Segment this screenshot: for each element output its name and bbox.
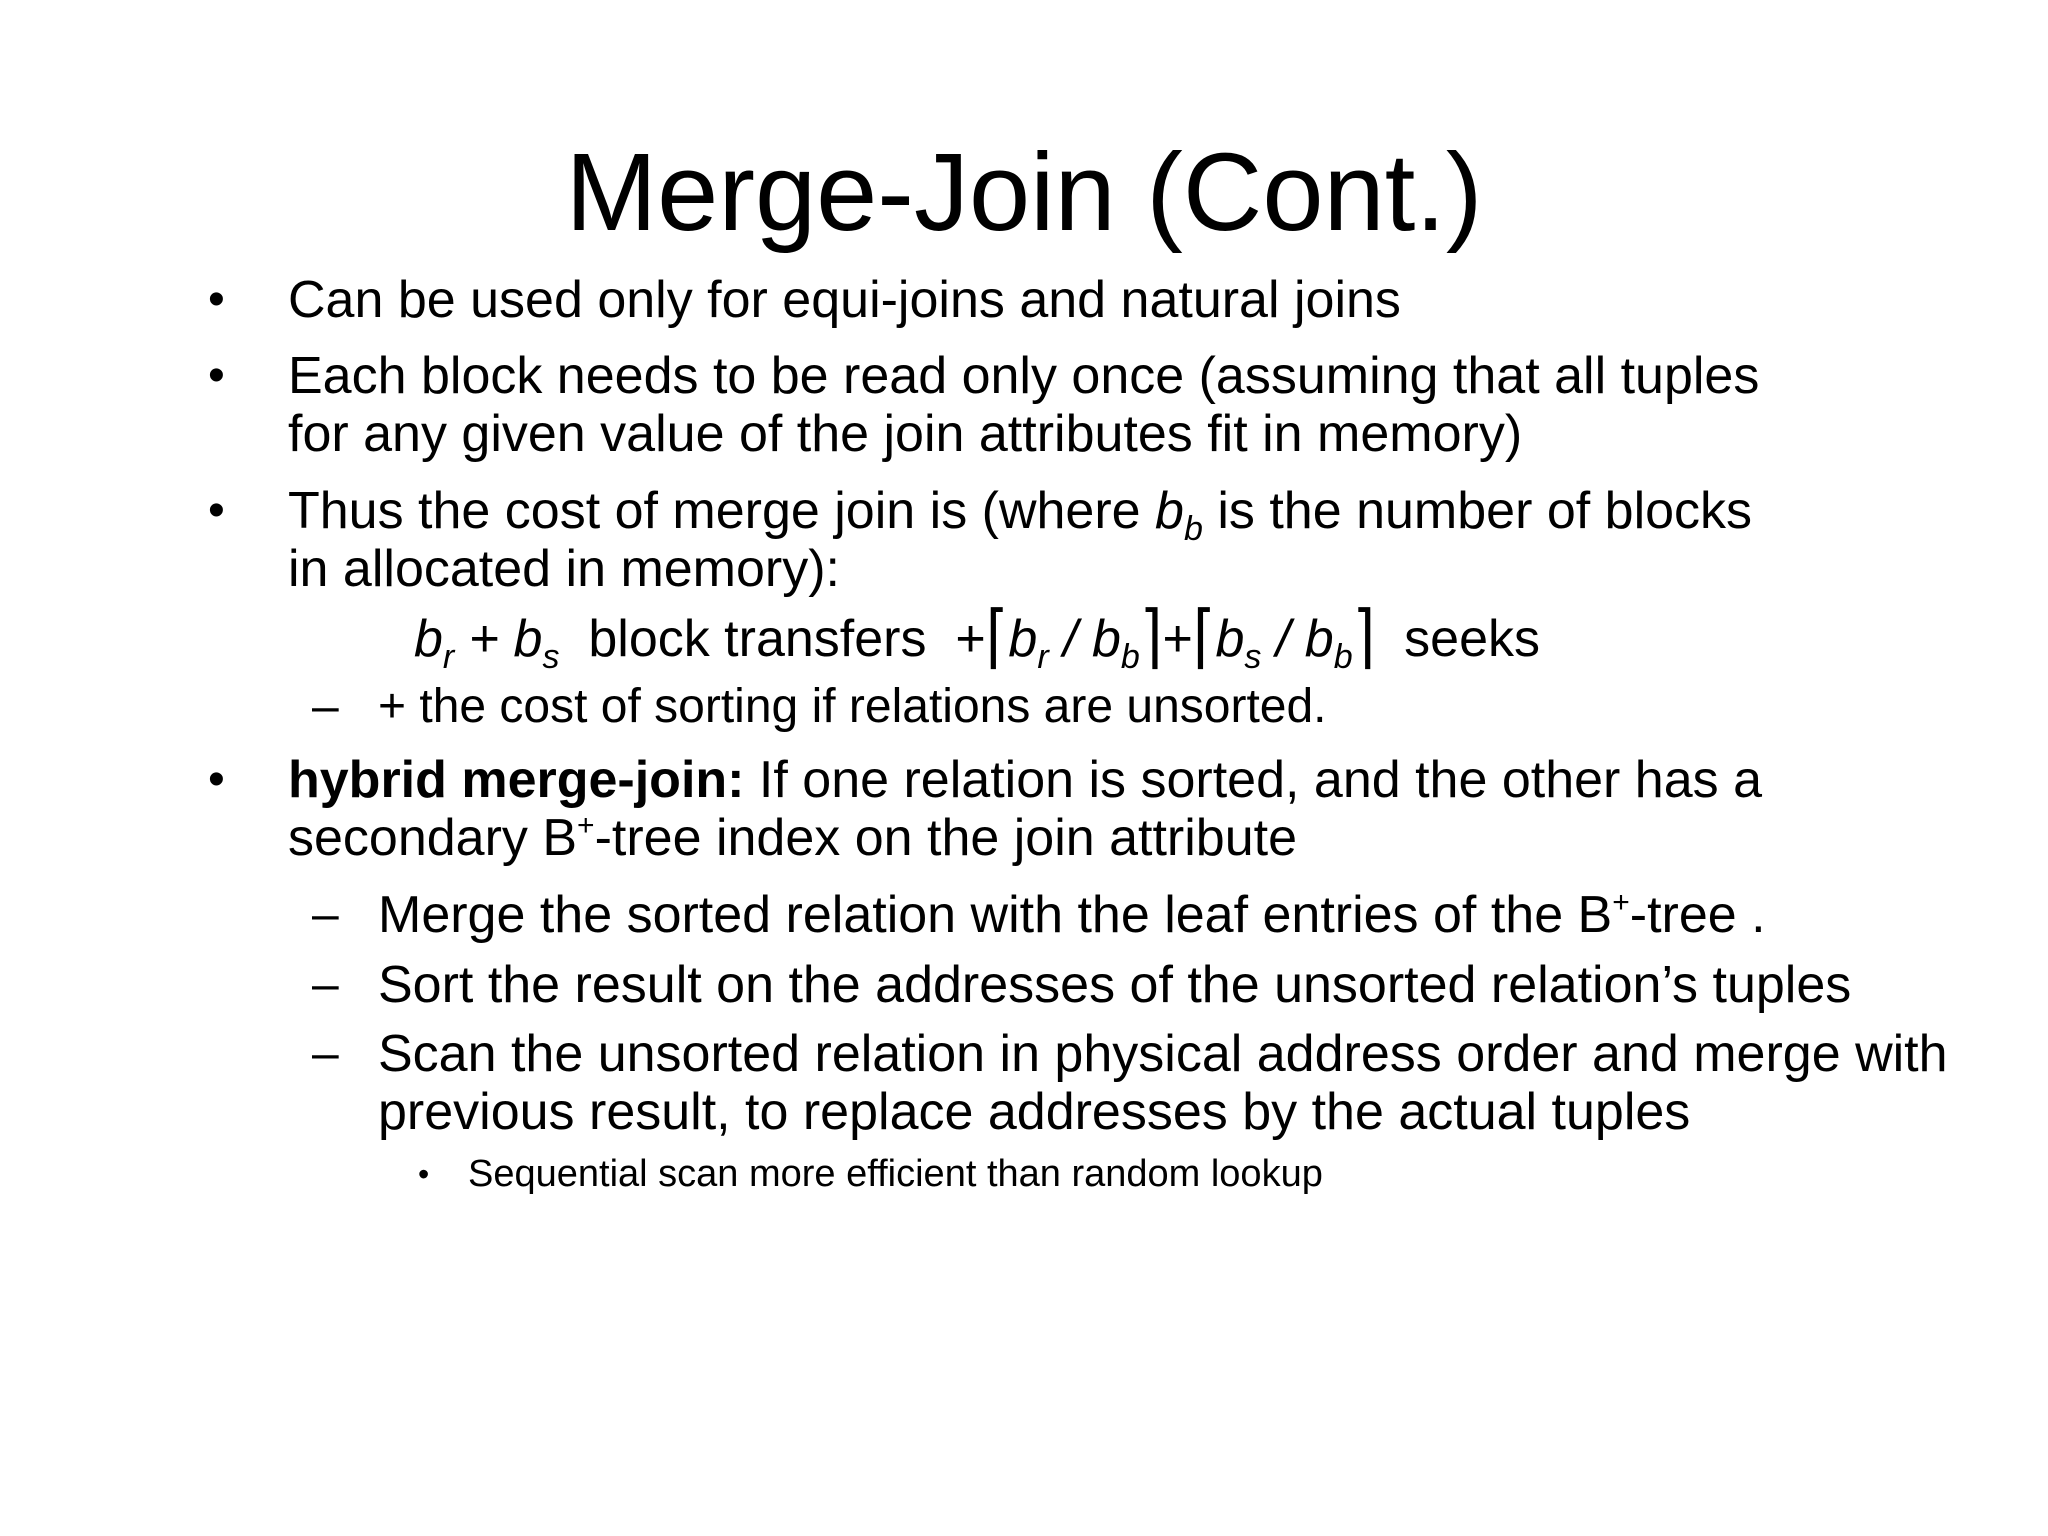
- formula-br-sub: r: [442, 638, 455, 676]
- merge-leaf-post: -tree .: [1629, 886, 1766, 944]
- merge-leaf-pre: Merge the sorted relation with the leaf entries of the B: [378, 886, 1613, 944]
- formula-term-bb2-sub: b: [1333, 638, 1353, 676]
- formula-br: b: [414, 610, 443, 668]
- cost-formula: [414, 597, 1540, 676]
- cost-text-a: Thus the cost of merge join is (where: [288, 482, 1156, 540]
- dash-marker: –: [312, 1027, 339, 1080]
- dash-marker: –: [312, 888, 339, 941]
- formula-term-br: b: [1008, 610, 1038, 668]
- formula-term-bb-sub: b: [1120, 638, 1140, 676]
- subbullet-sort-result: Sort the result on the addresses of the unsorted relation’s tuples: [378, 956, 1852, 1014]
- formula-bs: b: [513, 610, 543, 668]
- ceil-left-2: ⌈: [1192, 597, 1216, 676]
- bullet-cost-line1: [288, 482, 1753, 548]
- bplus-sup: +: [1612, 886, 1630, 919]
- formula-plus-2: +: [955, 610, 986, 668]
- formula-term-bs-sub: s: [1244, 638, 1262, 676]
- subsubbullet-sequential-scan: Sequential scan more efficient than random lookup: [468, 1153, 1323, 1195]
- formula-div-2: /: [1261, 610, 1305, 668]
- subbullet-scan-line2: previous result, to replace addresses by the actual tuples: [378, 1083, 1691, 1141]
- hybrid-merge-join-term: hybrid merge-join:: [288, 751, 745, 809]
- subbullet-scan-line1: Scan the unsorted relation in physical address order and merge with: [378, 1025, 1948, 1083]
- ceil-right-2: ⌉: [1352, 597, 1376, 676]
- formula-term-bb2: b: [1304, 610, 1334, 668]
- subsub-bullet-marker: •: [418, 1156, 430, 1192]
- slide-title: Merge-Join (Cont.): [565, 131, 1483, 254]
- subbullet-merge-leaf: [378, 886, 1766, 944]
- bullet-equi-joins: Can be used only for equi-joins and natural joins: [288, 271, 1401, 329]
- hybrid-line2-post: -tree index on the join attribute: [594, 809, 1298, 867]
- formula-bs-sub: s: [542, 638, 560, 676]
- bullet-cost-line2: in allocated in memory):: [288, 540, 840, 598]
- bplus-sup: +: [577, 809, 595, 842]
- formula-block-transfers: block transfers: [588, 610, 927, 668]
- formula-div-1: /: [1048, 610, 1092, 668]
- bullet-marker: •: [208, 753, 225, 806]
- bullet-read-once-line1: Each block needs to be read only once (assuming that all tuples: [288, 347, 1760, 405]
- cost-text-b: is the number of blocks: [1202, 482, 1753, 540]
- bullet-marker: •: [208, 349, 225, 402]
- hybrid-line2-pre: secondary B: [288, 809, 578, 867]
- bullet-marker: •: [208, 273, 225, 326]
- formula-seeks: seeks: [1404, 610, 1540, 668]
- var-b-sub: b: [1183, 510, 1203, 548]
- ceil-right-1: ⌉: [1139, 597, 1163, 676]
- formula-term-br-sub: r: [1037, 638, 1049, 676]
- ceil-left-1: ⌈: [985, 597, 1009, 676]
- bullet-hybrid-line1: [288, 751, 1762, 809]
- bullet-marker: •: [208, 484, 225, 537]
- bullet-hybrid-line2: [288, 809, 1297, 867]
- bullet-read-once-line2: for any given value of the join attributes fit in memory): [288, 405, 1523, 463]
- formula-term-bb: b: [1092, 610, 1121, 668]
- var-b: b: [1155, 482, 1184, 540]
- formula-plus: +: [454, 610, 514, 668]
- hybrid-text: If one relation is sorted, and the other has a: [744, 751, 1763, 809]
- formula-plus-3: +: [1162, 610, 1193, 668]
- subbullet-sorting-cost: + the cost of sorting if relations are unsorted.: [378, 680, 1327, 733]
- dash-marker: –: [312, 680, 339, 733]
- dash-marker: –: [312, 958, 339, 1011]
- formula-term-bs: b: [1215, 610, 1245, 668]
